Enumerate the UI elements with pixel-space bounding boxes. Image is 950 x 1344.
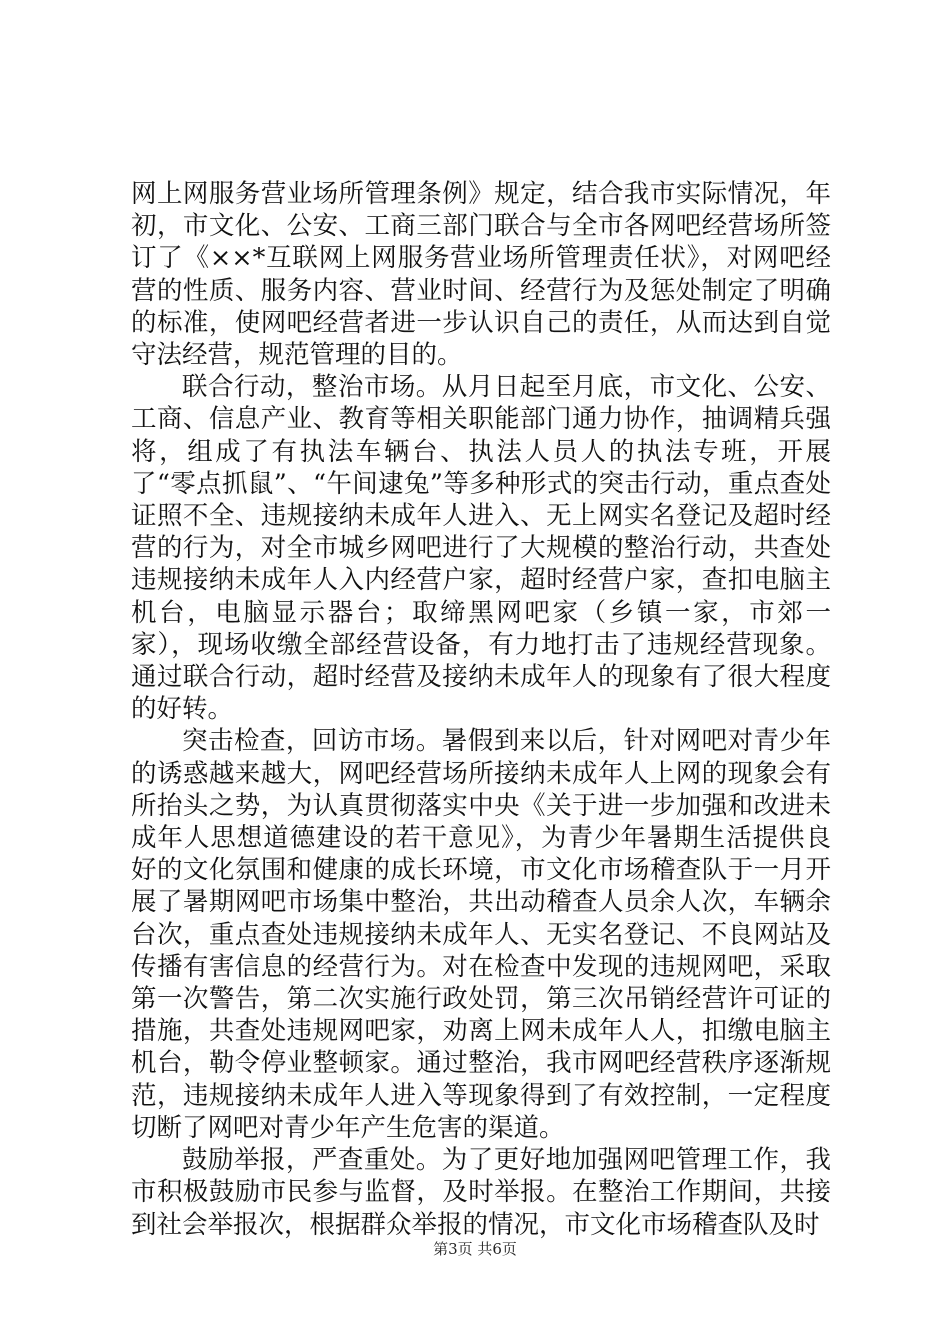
paragraph-encourage-reporting: 鼓励举报，严查重处。为了更好地加强网吧管理工作，我市积极鼓励市民参与监督，及时举报。在整治工作期间，共接到社会举报次，根据群众举报的情况，市文化市场稽查队及时 (131, 1145, 831, 1240)
paragraph-joint-action: 联合行动，整治市场。从月日起至月底，市文化、公安、工商、信息产业、教育等相关职能部门通力协作，抽调精兵强将，组成了有执法车辆台、执法人员人的执法专班，开展了“零点抓鼠”、“午间逮兔”等多种形式的突击行动，重点查处证照不全、违规接纳未成年人进入、无上网实名登记及超时经营的行为，对全市城乡网吧进行了大规模的整治行动，共查处违规接纳未成年人入内经营户家，超时经营户家，查扣电脑主机台，电脑显示器台；取缔黑网吧家（乡镇一家，市郊一家），现场收缴全部经营设备，有力地打击了违规经营现象。通过联合行动，超时经营及接纳未成年人的现象有了很大程度的好转。 (131, 372, 831, 725)
page-number-footer: 第3页 共6页 (433, 1240, 517, 1258)
document-body (131, 178, 831, 1241)
paragraph-continuation: 网上网服务营业场所管理条例》规定，结合我市实际情况，年初，市文化、公安、工商三部门联合与全市各网吧经营场所签订了《××*互联网上网服务营业场所管理责任状》，对网吧经营的性质、服务内容、营业时间、经营行为及惩处制定了明确的标准，使网吧经营者进一步认识自己的责任，从而达到自觉守法经营，规范管理的目的。 (131, 179, 831, 371)
paragraph-surprise-inspection: 突击检查，回访市场。暑假到来以后，针对网吧对青少年的诱惑越来越大，网吧经营场所接纳未成年人上网的现象会有所抬头之势，为认真贯彻落实中央《关于进一步加强和改进未成年人思想道德建设的若干意见》，为青少年暑期生活提供良好的文化氛围和健康的成长环境，市文化市场稽查队于一月开展了暑期网吧市场集中整治，共出动稽查人员余人次，车辆余台次，重点查处违规接纳未成年人、无实名登记、不良网站及传播有害信息的经营行为。对在检查中发现的违规网吧，采取第一次警告，第二次实施行政处罚，第三次吊销经营许可证的措施，共查处违规网吧家，劝离上网未成年人人，扣缴电脑主机台，勒令停业整顿家。通过整治，我市网吧经营秩序逐渐规范，违规接纳未成年人进入等现象得到了有效控制，一定程度切断了网吧对青少年产生危害的渠道。 (131, 726, 831, 1143)
